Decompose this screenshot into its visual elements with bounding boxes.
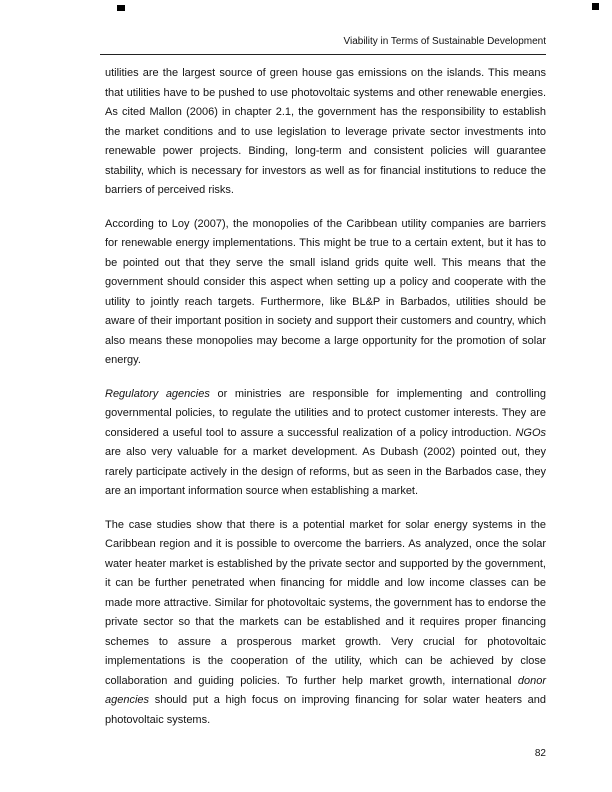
italic-text-run: Regulatory agencies bbox=[105, 387, 210, 400]
italic-text-run: donor agencies bbox=[105, 674, 546, 706]
paragraph bbox=[105, 516, 546, 731]
italic-text-run: NGOs bbox=[515, 426, 546, 439]
text-run: utilities are the largest source of green house gas emissions on the islands. This means that utilities have to be pushed to use photovoltaic systems and other renewable energies. As cited Mallon (2006) in chapter 2.1, the government has the responsibility to establish the market conditions and to use legislation to leverage private sector investments into renewable power projects. Binding, long-term and consistent policies will guarantee stability, which is necessary for investors as well as for financial institutions to reduce the barriers of perceived risks. bbox=[105, 67, 546, 196]
text-run: or ministries are responsible for implementing and controlling governmental policies, to regulate the utilities and to protect customer interests. They are considered a useful tool to assure a successful realization of a policy introduction. bbox=[105, 387, 546, 439]
scan-artifact bbox=[117, 5, 125, 11]
text-run: should put a high focus on improving financing for solar water heaters and photovoltaic systems. bbox=[105, 694, 546, 726]
running-header bbox=[100, 36, 546, 55]
scan-artifact bbox=[592, 3, 599, 10]
text-run: The case studies show that there is a potential market for solar energy systems in the Caribbean region and it is possible to overcome the barriers. As analyzed, once the solar water heater market is established by the private sector and supported by the government, it can be further penetrated when financing for middle and low income classes can be made more attractive. Similar for photovoltaic systems, the government has to endorse the private sector so that the markets can be established and it requires proper financing schemes to assure a prosperous market growth. Very crucial for photovoltaic implementations is the cooperation of the utility, which can be achieved by close collaboration and guiding policies. To further help market growth, international bbox=[105, 518, 546, 687]
paragraph bbox=[105, 385, 546, 502]
text-run: According to Loy (2007), the monopolies of the Caribbean utility companies are barriers for renewable energy implementations. This might be true to a certain extent, but it has to be pointed out that they serve the small island grids quite well. This means that the government should consider this aspect when setting up a policy and cooperate with the utility to jointly reach targets. Furthermore, like BL&P in Barbados, utilities should be aware of their important position in society and support their customers and country, which also means these monopolies may become a large opportunity for the promotion of solar energy. bbox=[105, 217, 546, 366]
running-header-text: Viability in Terms of Sustainable Development bbox=[343, 36, 546, 47]
paragraph bbox=[105, 215, 546, 371]
text-run: are also very valuable for a market development. As Dubash (2002) pointed out, they rarely participate actively in the design of reforms, but as seen in the Barbados case, they are an important information source when establishing a market. bbox=[105, 446, 546, 497]
paragraph bbox=[105, 64, 546, 201]
page-body bbox=[105, 64, 546, 730]
page-number: 82 bbox=[534, 748, 546, 759]
